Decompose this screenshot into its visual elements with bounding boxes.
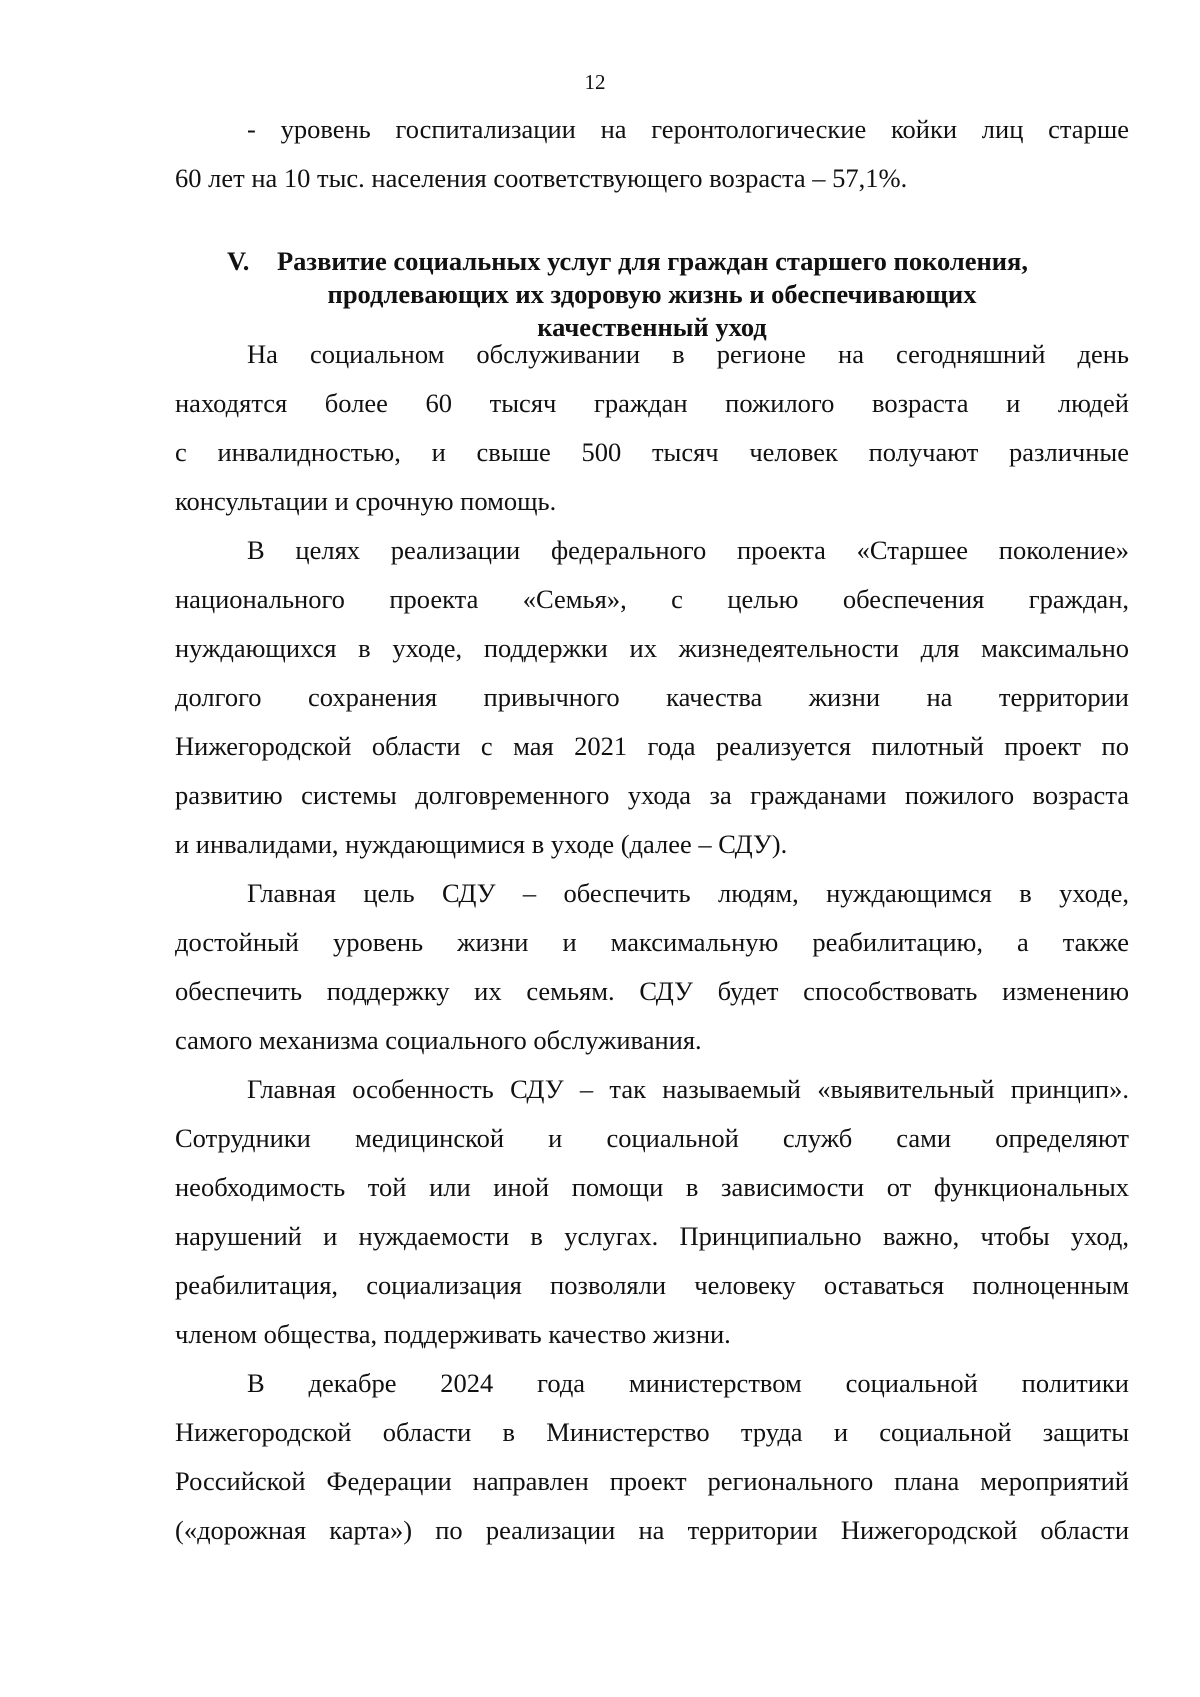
paragraph bbox=[175, 1065, 1129, 1359]
text-line: Главная цель СДУ – обеспечить людям, нуждающимся в уходе, bbox=[247, 878, 1129, 908]
text-line: Сотрудники медицинской и социальной служб сами определяют bbox=[175, 1123, 1129, 1153]
text-line: долгого сохранения привычного качества жизни на территории bbox=[175, 682, 1129, 712]
section-title-line: Развитие социальных услуг для граждан старшего поколения, bbox=[277, 246, 1029, 276]
paragraph bbox=[175, 330, 1129, 526]
text-line: достойный уровень жизни и максимальную реабилитацию, а также bbox=[175, 927, 1129, 957]
paragraph bbox=[175, 526, 1129, 869]
text-line: развитию системы долговременного ухода за гражданами пожилого возраста bbox=[175, 780, 1129, 810]
text-line: находятся более 60 тысяч граждан пожилого возраста и людей bbox=[175, 388, 1129, 418]
text-line: Главная особенность СДУ – так называемый «выявительный принцип». bbox=[247, 1074, 1129, 1104]
section-title-line: качественный уход bbox=[537, 312, 767, 342]
text-line: нарушений и нуждаемости в услугах. Принципиально важно, чтобы уход, bbox=[175, 1221, 1129, 1251]
text-line: консультации и срочную помощь. bbox=[175, 486, 557, 516]
text-line: В декабре 2024 года министерством социальной политики bbox=[247, 1368, 1129, 1398]
intro-text bbox=[175, 105, 1129, 203]
page-number: 12 bbox=[584, 70, 606, 94]
text-line: нуждающихся в уходе, поддержки их жизнедеятельности для максимально bbox=[175, 633, 1129, 663]
text-line: самого механизма социального обслуживания. bbox=[175, 1025, 702, 1055]
text-line: («дорожная карта») по реализации на территории Нижегородской области bbox=[175, 1515, 1129, 1545]
text-line: Нижегородской области в Министерство труда и социальной защиты bbox=[175, 1417, 1129, 1447]
text-line: национального проекта «Семья», с целью обеспечения граждан, bbox=[175, 584, 1129, 614]
text-line: с инвалидностью, и свыше 500 тысяч человек получают различные bbox=[175, 437, 1129, 467]
text-line: обеспечить поддержку их семьям. СДУ будет способствовать изменению bbox=[175, 976, 1129, 1006]
text-line: В целях реализации федерального проекта «Старшее поколение» bbox=[247, 535, 1129, 565]
section-title-line: продлевающих их здоровую жизнь и обеспечивающих bbox=[327, 279, 977, 309]
text-line: реабилитация, социализация позволяли человеку оставаться полноценным bbox=[175, 1270, 1129, 1300]
text-line: - уровень госпитализации на геронтологические койки лиц старше bbox=[247, 114, 1129, 144]
text-line: членом общества, поддерживать качество жизни. bbox=[175, 1319, 731, 1349]
paragraph bbox=[175, 1359, 1129, 1555]
text-line: и инвалидами, нуждающимися в уходе (далее – СДУ). bbox=[175, 829, 788, 859]
text-line: необходимость той или иной помощи в зависимости от функциональных bbox=[175, 1172, 1129, 1202]
text-line: Нижегородской области с мая 2021 года реализуется пилотный проект по bbox=[175, 731, 1129, 761]
text-line: Российской Федерации направлен проект регионального плана мероприятий bbox=[175, 1466, 1129, 1496]
text-line: 60 лет на 10 тыс. населения соответствующего возраста – 57,1%. bbox=[175, 163, 908, 193]
paragraph bbox=[175, 869, 1129, 1065]
text-line: На социальном обслуживании в регионе на сегодняшний день bbox=[247, 339, 1129, 369]
section-number: V. bbox=[227, 246, 250, 276]
